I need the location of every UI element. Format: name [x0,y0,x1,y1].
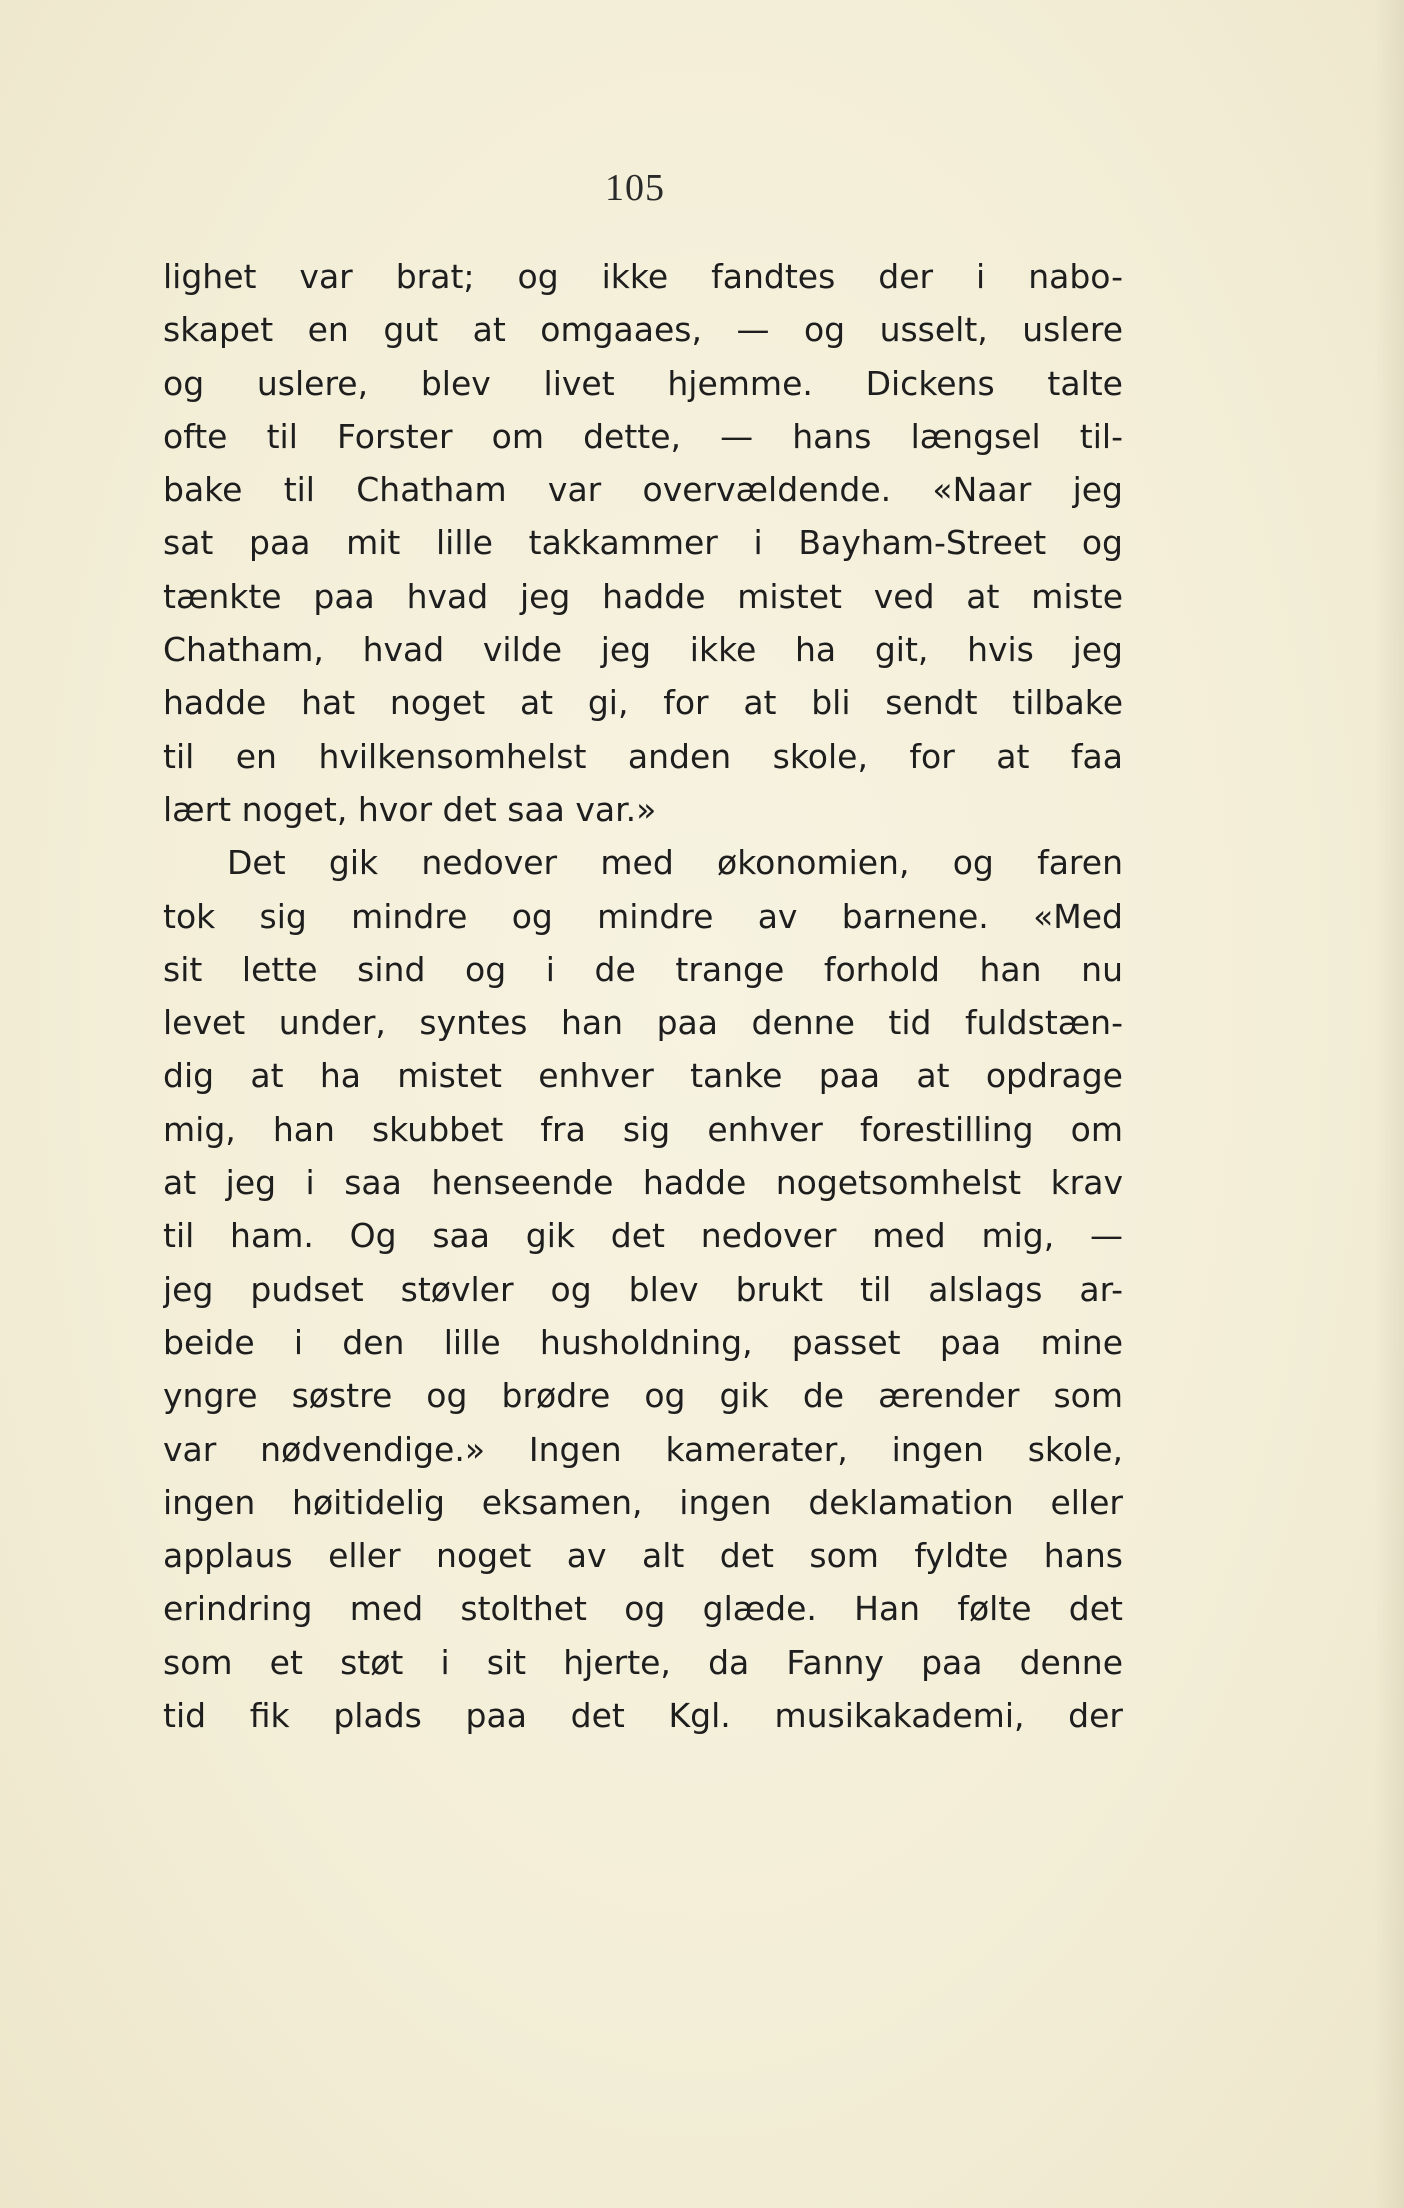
text-line: var nødvendige.» Ingen kamerater, ingen skole, [163,1429,1123,1469]
text-line: levet under, syntes han paa denne tid fuldstæn- [163,1003,1123,1043]
text-line: bake til Chatham var overvældende. «Naar jeg [163,470,1123,510]
text-line: erindring med stolthet og glæde. Han følte det [163,1589,1123,1629]
text-line: yngre søstre og brødre og gik de ærender som [163,1376,1123,1416]
text-line: mig, han skubbet fra sig enhver forestilling om [163,1109,1123,1149]
text-line: tænkte paa hvad jeg hadde mistet ved at miste [163,576,1123,616]
text-line: tid fik plads paa det Kgl. musikakademi, der [163,1696,1123,1736]
text-line: lighet var brat; og ikke fandtes der i nabo- [163,257,1123,296]
text-line: at jeg i saa henseende hadde nogetsomhelst krav [163,1163,1123,1203]
page-number: 105 [605,167,665,209]
text-line: Det gik nedover med økonomien, og faren [227,843,1123,883]
text-line: tok sig mindre og mindre av barnene. «Med [163,896,1123,936]
text-line: ofte til Forster om dette, — hans længsel til- [163,416,1123,456]
text-line: dig at ha mistet enhver tanke paa at opdrage [163,1056,1123,1096]
text-line: og uslere, blev livet hjemme. Dickens talte [163,363,1123,403]
text-line: til ham. Og saa gik det nedover med mig, — [163,1216,1123,1256]
text-line: til en hvilkensomhelst anden skole, for at faa [163,736,1123,776]
text-line: Chatham, hvad vilde jeg ikke ha git, hvis jeg [163,630,1123,670]
text-line: sat paa mit lille takkammer i Bayham-Street og [163,523,1123,563]
text-line: hadde hat noget at gi, for at bli sendt tilbake [163,683,1123,723]
text-line: applaus eller noget av alt det som fyldte hans [163,1536,1123,1576]
text-line: beide i den lille husholdning, passet paa mine [163,1322,1123,1362]
text-line: ingen høitidelig eksamen, ingen deklamation eller [163,1482,1123,1522]
text-line: jeg pudset støvler og blev brukt til alslags ar- [163,1269,1123,1309]
text-line: som et støt i sit hjerte, da Fanny paa denne [163,1642,1123,1682]
body-text [163,250,1123,1742]
text-line: lært noget, hvor det saa var.» [163,789,657,829]
text-line: sit lette sind og i de trange forhold han nu [163,949,1123,989]
page-edge-shadow [1374,0,1404,2208]
text-line: skapet en gut at omgaaes, — og usselt, uslere [163,310,1123,350]
